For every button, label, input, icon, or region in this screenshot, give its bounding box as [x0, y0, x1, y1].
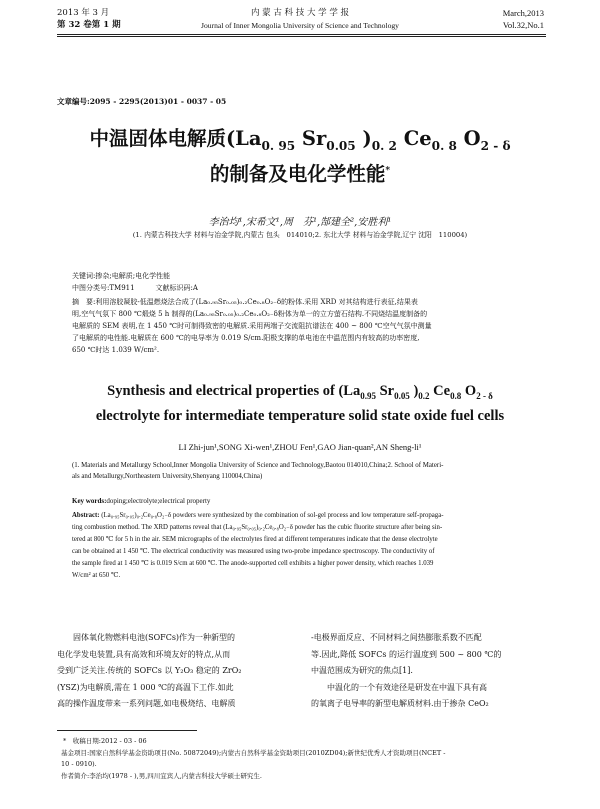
body-line: 受到广泛关注.传统的 SOFCs 以 Y₂O₃ 稳定的 ZrO₂	[57, 666, 242, 675]
keywords-en-label: Key words:	[72, 497, 107, 505]
body-line: 等.因此,降低 SOFCs 的运行温度到 500 ~ 800 ℃的	[311, 649, 502, 659]
header-rule-bottom	[57, 36, 546, 37]
affiliation-en-line: (1. Materials and Metallurgy School,Inner Mongolia University of Science and Technology,Baotou 014010,China;2. School of Materi-	[72, 462, 444, 469]
body-column-right	[311, 630, 549, 713]
keywords-en	[72, 497, 210, 507]
title-en-line2: electrolyte for intermediate temperature solid state oxide fuel cells	[95, 408, 505, 424]
abstract-en-line: the sample fired at 1 450 ℃ is 0.019 S/cm at 600 ℃. The anode-supported cell exhibits a higher power density, which reaches 1.039	[72, 560, 434, 567]
body-line: 中温化的一个有效途径是研发在中温下具有高	[311, 682, 487, 692]
affiliation-en	[72, 460, 542, 482]
footnote-line: 作者简介:李治均(1978 - ),男,四川宜宾人,内蒙古科技大学硕士研究生.	[61, 771, 262, 780]
body-column-left	[57, 630, 295, 713]
title-cn-line2: 的制备及电化学性能*	[209, 162, 391, 186]
footnote-line: 10 - 0910).	[61, 760, 97, 768]
journal-name-en: Journal of Inner Mongolia University of Science and Technology	[201, 21, 399, 30]
keywords-cn: 关键词:掺杂;电解质;电化学性能	[72, 272, 171, 280]
journal-date: 2013 年 3 月	[57, 8, 110, 18]
body-line: -电极界面反应、不同材料之间热膨胀系数不匹配	[311, 633, 482, 642]
affiliation-cn: (1. 内蒙古科技大学 材料与冶金学院,内蒙古 包头 014010;2. 东北大学 材料与冶金学院,辽宁 沈阳 110004)	[132, 231, 468, 239]
abstract-cn	[72, 296, 532, 356]
abstract-cn-line: 明,空气气氛下 800 ℃煅烧 5 h 制得的(La₀.₉₅Sr₀.₀₅)₀.₂Ce₀.₈O₂₋δ粉体为单一的立方萤石结构.不同烧结温度制备的	[72, 310, 428, 318]
abstract-en-line: tered at 800 ℃ for 5 h in the air. SEM micrographs of the electrolytes fired at different temperatures indicate that the dense electrolyte	[72, 536, 438, 543]
body-line: 固体氧化物燃料电池(SOFCs)作为一种新型的	[57, 633, 236, 642]
abstract-cn-line: 电解质的 SEM 表明,在 1 450 ℃时可制得致密的电解质.采用两端子交流阻抗谱法在 400 ~ 800 ℃空气气氛中测量	[72, 322, 432, 330]
journal-volume-en: Vol.32,No.1	[502, 20, 544, 30]
keywords-en-text: doping;electrolyte;electrical property	[106, 497, 211, 505]
journal-volume-cn: 第 32 卷第 1 期	[57, 20, 121, 30]
abstract-en-label: Abstract:	[72, 512, 100, 519]
abstract-cn-line: 650 ℃时达 1.039 W/cm².	[72, 346, 160, 354]
authors-cn: 李治均¹,宋希文¹,周 芬¹,郜建全²,安胜利¹	[208, 217, 392, 228]
footnote-rule	[57, 730, 197, 731]
title-en: Synthesis and electrical properties of ($La_{0.95}$ $Sr_{0.05}$ )$_{0.2}$ $Ce_{0.8}$ $O_{2 - \delta}$	[107, 383, 493, 401]
journal-date-en: March,2013	[502, 8, 544, 18]
affiliation-en-line: als and Metallurgy,Northeastern University,Shenyang 110004,China)	[72, 473, 263, 480]
abstract-en	[72, 510, 542, 582]
footnote-line: * 收稿日期:2012 - 03 - 06	[63, 737, 147, 745]
abstract-en-line: ting combustion method. The XRD patterns reveal that (La₀.₉₅Sr₀.₀₅)₀.₂Ce₀.₈O₂₋δ powder has the cubic fluorite structure after being sin-	[72, 524, 443, 531]
header-rule-top	[57, 34, 546, 35]
body-line: (YSZ)为电解质,需在 1 000 ℃的高温下工作.如此	[57, 682, 234, 692]
article-id: 文章编号:2095 - 2295(2013)01 - 0037 - 05	[57, 97, 227, 106]
body-line: 高的操作温度带来一系列问题,如电极烧结、电解质	[57, 699, 236, 708]
abstract-en-line: W/cm² at 650 ℃.	[72, 572, 121, 579]
body-line: 中温范围成为研究的焦点[1].	[311, 666, 413, 675]
abstract-cn-line: 摘 要:利用溶胶凝胶-低温燃烧法合成了(La₀.₉₅Sr₀.₀₅)₀.₂Ce₀.₈O₂₋δ的粉体.采用 XRD 对其结构进行表征,结果表	[72, 298, 418, 306]
abstract-en-line: (La₀.₉₅Sr₀.₀₅)₀.₂Ce₀.₈O₂₋δ powders were synthesized by the combination of sol-gel process and low temperature self-propaga-	[101, 512, 444, 519]
abstract-cn-line: 了电解质的电性能.电解质在 600 ℃的电导率为 0.019 S/cm.阳极支撑的单电池在中温范围内有较高的功率密度,	[72, 334, 420, 342]
abstract-en-line: can be obtained at 1 450 ℃. The electrical conductivity was measured using two-probe impedance spectroscopy. The conductivity of	[72, 548, 435, 555]
footnotes	[57, 736, 547, 782]
journal-name-cn: 内 蒙 古 科 技 大 学 学 报	[250, 8, 350, 18]
authors-en: LI Zhi-jun¹,SONG Xi-wen¹,ZHOU Fen¹,GAO Jian-quan²,AN Sheng-li¹	[178, 442, 422, 452]
body-line: 的氧离子电导率的新型电解质材料.由于掺杂 CeO₂	[311, 699, 489, 708]
classification-cn: 中图分类号:TM911 文献标识码:A	[72, 284, 198, 292]
body-line: 电化学发电装置,具有高效和环境友好的特点,从而	[57, 649, 231, 659]
title-cn: 中温固体电解质($La_{0. 95}$ $Sr_{0.05}$ )$_{0. 2}$ $Ce_{0. 8}$ $O_{2 - \delta}$	[89, 127, 511, 153]
footnote-line: 基金项目:国家自然科学基金资助项目(No. 50872049);内蒙古自然科学基金资助项目(2010ZD04);新世纪优秀人才资助项目(NCET -	[61, 748, 446, 757]
